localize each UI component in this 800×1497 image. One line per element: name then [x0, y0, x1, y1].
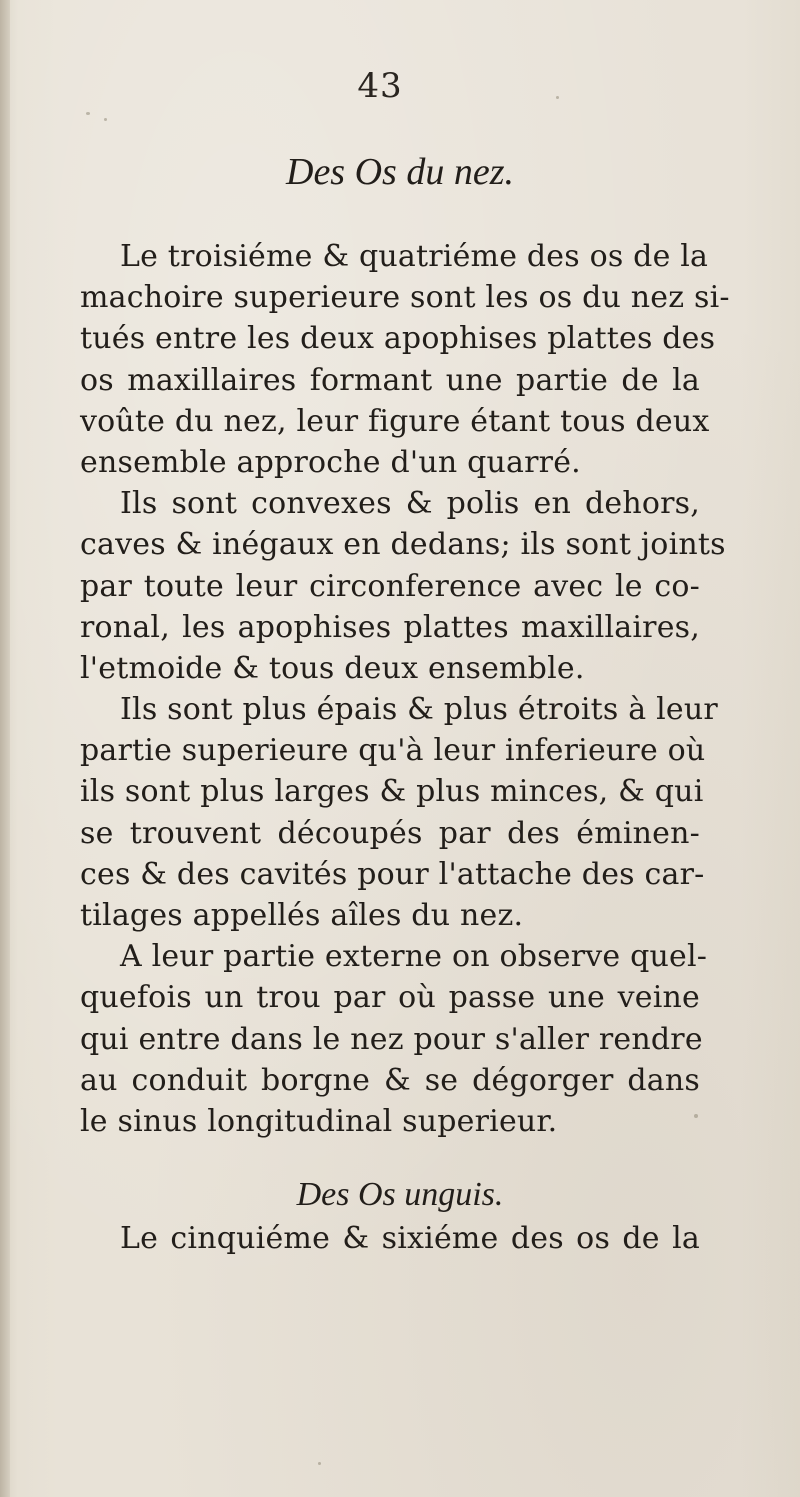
text-line: le sinus longitudinal superieur. [80, 1103, 558, 1139]
text-line: caves & inégaux en dedans; ils sont joints [80, 527, 726, 563]
paper-speck [318, 1462, 321, 1465]
page-number: 43 [357, 66, 403, 106]
text-line: quefois un trou par où passe une veine [80, 980, 700, 1016]
text-line: os maxillaires formant une partie de la [80, 362, 700, 398]
paper-speck [694, 1114, 698, 1118]
text-line: Le troisiéme & quatriéme des os de la [120, 239, 709, 274]
section-body-unguis-bones [80, 1218, 700, 1259]
paper-speck [556, 96, 559, 99]
text-line: voûte du nez, leur figure étant tous deux [80, 403, 710, 439]
text-line: tués entre les deux apophises plattes des [80, 321, 716, 357]
text-line: au conduit borgne & se dégorger dans [80, 1062, 700, 1098]
section-heading-unguis-bones: Des Os unguis. [296, 1176, 504, 1213]
text-line: ensemble approche d'un quarré. [80, 444, 581, 480]
text-line: machoire superieure sont les os du nez si- [80, 280, 730, 316]
page-gutter [0, 0, 10, 1497]
paper-speck [104, 118, 107, 121]
text-line: A leur partie externe on observe quel- [120, 939, 708, 975]
text-line: tilages appellés aîles du nez. [80, 898, 524, 933]
text-line: par toute leur circonference avec le co- [80, 568, 700, 604]
paper-speck [86, 112, 90, 115]
text-line: l'etmoide & tous deux ensemble. [80, 650, 585, 686]
text-line: ces & des cavités pour l'attache des car- [80, 856, 705, 892]
text-line: qui entre dans le nez pour s'aller rendre [80, 1021, 703, 1057]
text-line: partie superieure qu'à leur inferieure où [80, 733, 706, 769]
text-line: Ils sont plus épais & plus étroits à leur [120, 692, 718, 728]
text-line: Le cinquiéme & sixiéme des os de la [120, 1221, 700, 1256]
text-line: Ils sont convexes & polis en dehors, [120, 486, 700, 522]
text-line: se trouvent découpés par des éminen- [80, 815, 700, 851]
section-heading-nose-bones: Des Os du nez. [286, 151, 514, 193]
text-line: ronal, les apophises plattes maxillaires, [80, 609, 700, 645]
text-line: ils sont plus larges & plus minces, & qui [80, 774, 704, 810]
section-body-nose-bones [80, 236, 730, 1142]
